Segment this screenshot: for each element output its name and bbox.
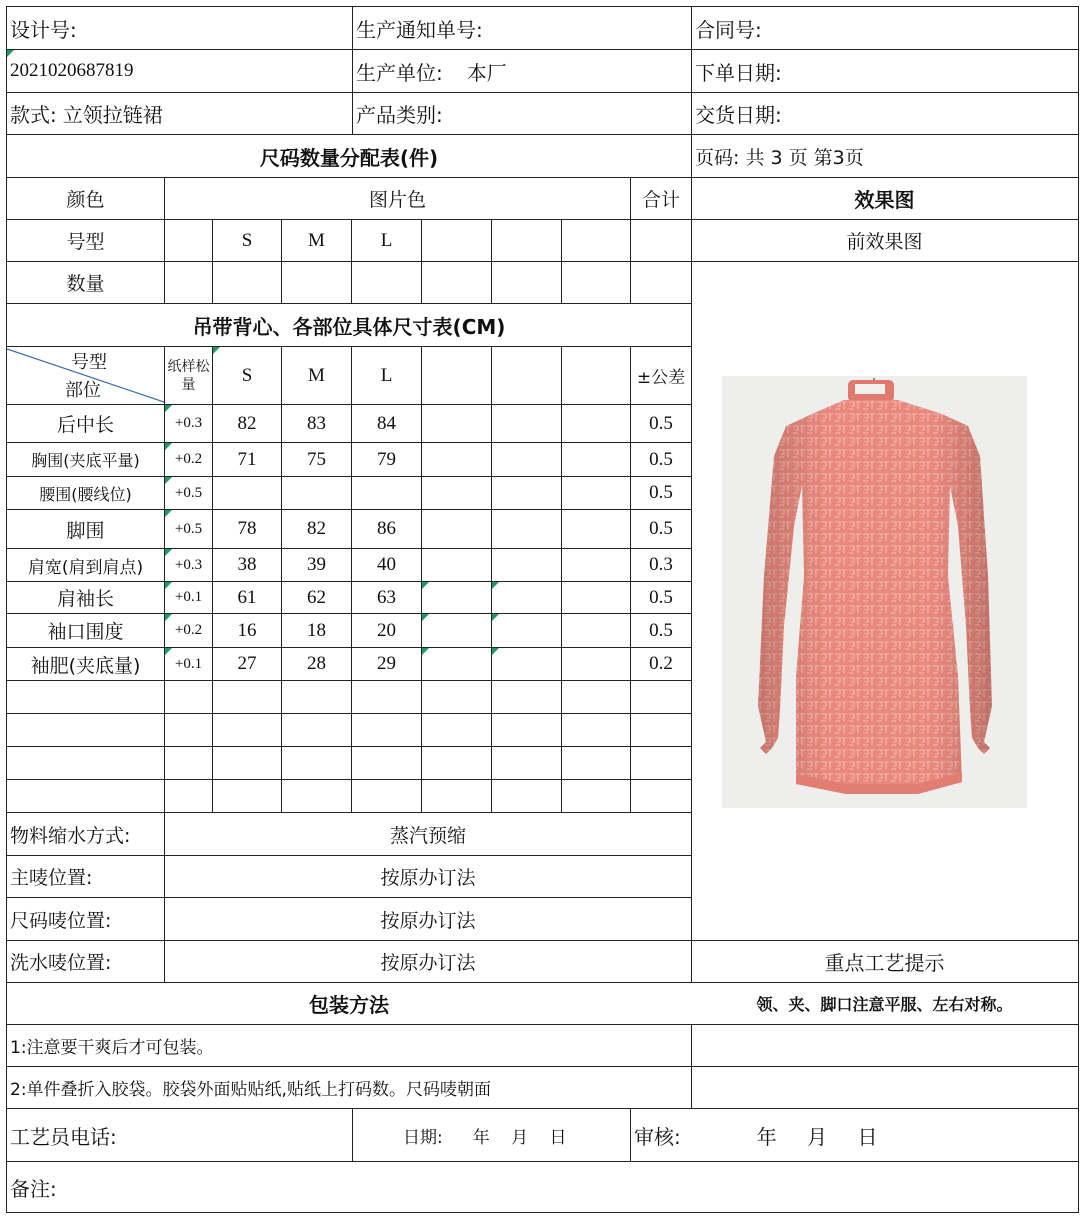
ease-value: +0.1 <box>174 589 203 605</box>
measure-size-l: L <box>380 364 393 386</box>
tolerance-value: 0.2 <box>649 653 673 674</box>
size-s-value: 82 <box>237 412 257 434</box>
tolerance-value: 0.5 <box>649 518 673 539</box>
ease-value: +0.1 <box>174 655 203 672</box>
measure-size-s: S <box>241 364 253 386</box>
part-name: 腰围(腰线位) <box>39 484 132 504</box>
size-l-value: 84 <box>377 412 396 434</box>
size-s-value: 27 <box>237 653 257 674</box>
delivery-date-label: 交货日期: <box>695 103 782 127</box>
ease-value: +0.2 <box>174 622 203 638</box>
size-s-value: 38 <box>237 554 257 575</box>
part-name: 肩宽(肩到肩点) <box>27 557 144 578</box>
review-field <box>631 1109 1077 1161</box>
category-label: 产品类别: <box>356 103 443 127</box>
order-date-label: 下单日期: <box>695 60 782 85</box>
page-info: 页码: 共 3 页 第3页 <box>695 146 864 169</box>
tolerance-value: 0.3 <box>649 554 673 575</box>
ease-value: +0.3 <box>174 556 203 573</box>
production-unit-value: 本厂 <box>466 60 507 85</box>
part-name: 袖肥(夹底量) <box>30 654 141 677</box>
part-name: 胸围(夹底平量) <box>31 451 140 470</box>
size-qty-title: 尺码数量分配表(件) <box>259 145 439 170</box>
size-m-value: 82 <box>307 518 326 539</box>
total-label: 合计 <box>641 189 680 211</box>
ease-value: +0.2 <box>174 451 203 467</box>
date-value: 年 月 日 <box>472 1127 567 1148</box>
corner-marker <box>492 614 499 621</box>
production-unit-field <box>353 50 690 92</box>
size-m-value <box>282 477 351 509</box>
shrink-method-label: 物料缩水方式: <box>10 824 131 847</box>
size-l-value: 29 <box>377 653 396 674</box>
part-name: 脚围 <box>66 519 105 542</box>
size-s-value: 71 <box>237 448 257 470</box>
main-label-position-label: 主唛位置: <box>10 867 93 889</box>
ease-header: 纸样松量 <box>167 358 210 393</box>
size-type-label: 号型 <box>66 231 105 253</box>
size-l-value: 63 <box>377 586 396 608</box>
size-m-value: 75 <box>307 448 326 470</box>
qty-size-s: S <box>241 229 253 251</box>
corner-marker <box>422 614 429 621</box>
shrink-method-value: 蒸汽预缩 <box>389 824 466 847</box>
ease-value: +0.5 <box>174 520 203 537</box>
dress-illustration <box>722 376 1027 808</box>
diagonal-header-cell <box>7 347 164 404</box>
qty-size-m: M <box>308 229 325 251</box>
measure-title: 吊带背心、各部位具体尺寸表(CM) <box>192 314 506 339</box>
size-type-header: 号型 <box>71 352 107 373</box>
remarks-label: 备注: <box>10 1176 57 1201</box>
size-s-value: 61 <box>237 586 257 608</box>
size-l-value: 86 <box>377 518 396 539</box>
review-label: 审核: <box>634 1124 681 1149</box>
tolerance-value: 0.5 <box>649 482 673 503</box>
size-m-value: 18 <box>307 619 326 641</box>
size-l-value: 79 <box>377 448 396 470</box>
corner-marker <box>422 648 429 655</box>
date-label: 日期: <box>403 1127 443 1148</box>
part-name: 后中长 <box>56 414 114 436</box>
corner-marker <box>422 582 429 589</box>
size-label-position-label: 尺码唛位置: <box>10 909 112 932</box>
corner-marker <box>492 582 499 589</box>
size-l-value <box>352 477 421 509</box>
size-l-value: 40 <box>377 554 396 575</box>
front-effect-label: 前效果图 <box>846 231 923 253</box>
color-value: 图片色 <box>368 189 426 211</box>
part-name: 肩袖长 <box>56 588 114 610</box>
measure-size-m: M <box>308 364 325 386</box>
contract-no-label: 合同号: <box>695 17 762 42</box>
size-label-position-value: 按原办订法 <box>380 909 476 932</box>
notice-no-label: 生产通知单号: <box>356 17 483 42</box>
corner-marker <box>492 648 499 655</box>
design-no-value: 2021020687819 <box>10 60 134 81</box>
key-craft-title: 重点工艺提示 <box>824 951 945 975</box>
size-m-value: 28 <box>307 653 326 674</box>
qty-size-l: L <box>380 229 393 251</box>
part-name: 袖口围度 <box>47 621 124 643</box>
tolerance-value: 0.5 <box>649 412 673 434</box>
size-l-value: 20 <box>377 619 396 641</box>
packing-line-1: 1:注意要干爽后才可包装。 <box>10 1038 214 1058</box>
tech-phone-label: 工艺员电话: <box>10 1124 117 1149</box>
style-label: 款式: <box>10 103 57 127</box>
main-label-position-value: 按原办订法 <box>380 867 476 889</box>
tolerance-value: 0.5 <box>649 448 673 470</box>
tolerance-value: 0.5 <box>649 586 673 608</box>
color-label: 颜色 <box>66 189 105 211</box>
size-s-value: 16 <box>237 619 257 641</box>
wash-label-position-value: 按原办订法 <box>380 952 476 974</box>
wash-label-position-label: 洗水唛位置: <box>10 952 112 974</box>
tolerance-header: ±公差 <box>636 368 686 388</box>
quantity-label: 数量 <box>66 273 105 295</box>
packing-title: 包装方法 <box>309 993 389 1017</box>
part-header: 部位 <box>65 380 101 401</box>
style-value: 立领拉链裙 <box>62 103 163 127</box>
size-s-value: 78 <box>237 518 257 539</box>
size-s-value <box>213 477 281 509</box>
ease-value: +0.5 <box>174 484 203 501</box>
production-unit-label: 生产单位: <box>356 60 443 85</box>
size-m-value: 39 <box>307 554 326 575</box>
review-date: 年 月 日 <box>756 1124 878 1149</box>
ease-value: +0.3 <box>174 415 203 431</box>
date-field <box>353 1109 630 1161</box>
effect-title: 效果图 <box>854 188 915 212</box>
packing-line-2: 2:单件叠折入胶袋。胶袋外面贴贴纸,贴纸上打码数。尺码唛朝面 <box>10 1080 491 1100</box>
size-m-value: 83 <box>307 412 326 434</box>
design-no-label: 设计号: <box>10 17 77 42</box>
style-field <box>7 93 351 134</box>
tolerance-value: 0.5 <box>649 619 673 641</box>
product-photo <box>722 376 1027 808</box>
key-craft-note: 领、夹、脚口注意平服、左右对称。 <box>756 995 1013 1014</box>
size-m-value: 62 <box>307 586 326 608</box>
